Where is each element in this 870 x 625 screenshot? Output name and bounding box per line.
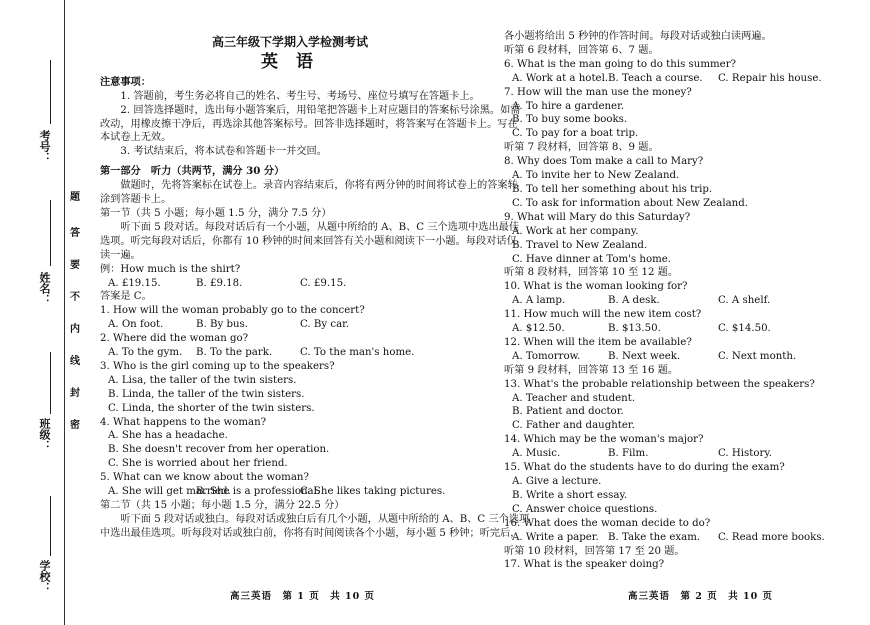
seal-char: 封 [70,388,80,399]
question-text: 4. What happens to the woman? [100,416,267,428]
material-lead: 听第 8 段材料，回答第 10 至 12 题。 [504,267,679,279]
option: A. Lisa, the taller of the twin sisters. [108,374,297,386]
notice-line: 1. 答题前，考生务必将自己的姓名、考生号、考场号、座位号填写在答题卡上。 [120,90,480,102]
question-text: 5. What can we know about the woman? [100,472,309,484]
binding-line [64,0,65,625]
material-lead: 听第 10 段材料，回答第 17 至 20 题。 [504,545,685,557]
option: A. To invite her to New Zealand. [512,170,680,182]
option: A. Work at a hotel. [512,72,609,84]
option: C. She likes taking pictures. [300,486,446,498]
question-list [504,58,864,573]
section-heading: 第一节（共 5 小题；每小题 1.5 分，满分 7.5 分） [100,207,332,219]
notice-line: 本试卷上无效。 [100,132,172,144]
option: B. To tell her something about his trip. [512,183,713,195]
notice-line: 改动，用橡皮擦干净后，再选涂其他答案标号。回答非选择题时，将答案写在答题卡上。写在 [100,118,518,130]
option: B. Next week. [608,350,681,362]
page-footer: 高三英语 第 1 页 共 10 页 [230,591,376,602]
intro-line: 各小题将给出 5 秒钟的作答时间。每段对话或独白读两遍。 [504,31,772,42]
question-text: 16. What does the woman decide to do? [504,517,711,529]
option-row [504,72,864,86]
option: B. By bus. [196,319,248,331]
section-intro-line: 听下面 5 段对话或独白。每段对话或独白后有几个小题，从题中所给的 A、B、C 三个选项 [120,513,530,525]
option-row [504,350,864,364]
part-intro-line: 涂到答题卡上。 [100,194,172,206]
question-list [100,304,480,499]
option: C. Have dinner at Tom's home. [512,253,672,265]
option-row [504,447,864,461]
question-text: 3. Who is the girl coming up to the speakers? [100,360,335,372]
option: C. Read more books. [718,531,825,543]
page-1-column [100,0,530,541]
question-text: 14. Which may be the woman's major? [504,434,704,446]
page-2-column [504,30,864,572]
option: C. $14.50. [718,323,771,335]
option: B. Write a short essay. [512,489,628,501]
notice-line: 3. 考试结束后，将本试卷和答题卡一并交回。 [120,146,327,158]
subject-title: 英 语 [261,51,319,72]
name-label: 姓名： [38,272,51,305]
section-intro-line: 听下面 5 段对话。每段对话后有一个小题，从题中所给的 A、B、C 三个选项中选出最佳 [120,221,520,233]
notice-line: 2. 回答选择题时，选出每小题答案后，用铅笔把答题卡上对应题目的答案标号涂黑。如需 [120,104,521,116]
option: C. Linda, the shorter of the twin sisters. [108,402,315,414]
seal-char: 线 [70,356,80,367]
question-text: 7. How will the man use the money? [504,86,692,98]
exam-title: 高三年级下学期入学检测考试 [211,35,368,49]
option: C. History. [718,448,773,460]
part-intro-line: 做题时，先将答案标在试卷上。录音内容结束后，你将有两分钟的时间将试卷上的答案转 [120,180,518,192]
option: B. She is a professional. [196,486,321,498]
option: A. A lamp. [512,295,566,307]
option: A. Work at her company. [512,225,639,237]
exam-number-blank [50,60,51,124]
option: A. Music. [512,448,561,460]
option: B. To the park. [196,347,273,359]
option: B. £9.18. [196,277,243,289]
question-text: 13. What's the probable relationship between the speakers? [504,378,815,390]
option: A. She will get married. [108,486,231,498]
option: B. $13.50. [608,323,661,335]
example-options [100,277,480,291]
option: C. To pay for a boat trip. [512,128,639,140]
seal-char: 内 [70,324,80,335]
question-text: 17. What is the speaker doing? [504,559,665,571]
section-intro-line: 读一遍。 [100,249,141,261]
option-row [100,485,480,499]
option: A. Teacher and student. [512,392,636,404]
seal-char: 密 [70,420,80,431]
option: B. She doesn't recover from her operation. [108,444,330,456]
option: A. On foot. [108,319,164,331]
option: A. Give a lecture. [512,476,602,487]
question-text: 8. Why does Tom make a call to Mary? [504,156,704,168]
question-text: 1. How will the woman probably go to the concert? [100,305,365,317]
option: B. To buy some books. [512,114,628,126]
binding-margin [0,0,88,625]
name-blank [50,200,51,266]
question-text: 15. What do the students have to do during the exam? [504,462,785,474]
option: A. £19.15. [108,277,161,289]
option: B. Film. [608,448,649,460]
school-blank [50,496,51,556]
option: A. To hire a gardener. [512,100,625,112]
option: C. By car. [300,319,350,331]
option: A. Write a paper. [512,531,599,543]
option: A. To the gym. [108,347,183,359]
question-text: 6. What is the man going to do this summer? [504,58,737,70]
option: C. Father and daughter. [512,420,635,432]
question-text: 9. What will Mary do this Saturday? [504,211,691,223]
class-blank [50,352,51,414]
question-text: 12. When will the item be available? [504,336,692,348]
class-label: 班级： [38,418,51,451]
option: A. Tomorrow. [512,350,581,362]
option: C. To ask for information about New Zealand. [512,197,748,209]
option: B. Travel to New Zealand. [512,239,648,251]
question-text: 10. What is the woman looking for? [504,281,688,293]
section-intro-line: 选项。听完每段对话后，你都有 10 秒钟的时间来回答有关小题和阅读下一小题。每段对话仅 [100,235,517,247]
option-row [100,346,480,360]
example-answer: 答案是 C。 [100,291,152,303]
material-lead: 听第 7 段材料，回答第 8、9 题。 [504,142,659,154]
seal-char: 要 [70,260,80,271]
section-heading: 第二节（共 15 小题；每小题 1.5 分，满分 22.5 分） [100,500,345,511]
option-row [100,318,480,332]
option: C. A shelf. [718,295,771,307]
option: B. Patient and doctor. [512,406,624,418]
option: C. She is worried about her friend. [108,458,288,470]
option: B. Take the exam. [608,531,701,543]
option: B. Teach a course. [608,72,703,84]
option: A. She has a headache. [108,430,228,442]
question-text: 2. Where did the woman go? [100,333,249,345]
material-lead: 听第 9 段材料，回答第 13 至 16 题。 [504,364,679,376]
material-lead: 听第 6 段材料，回答第 6、7 题。 [504,44,659,56]
seal-char: 不 [70,292,80,303]
page-footer: 高三英语 第 2 页 共 10 页 [628,591,774,602]
option: B. A desk. [608,295,660,307]
option-row [504,322,864,336]
section-intro-line: 中选出最佳选项。听每段对话或独白前，你将有时间阅读各个小题，每小题 5 秒钟；听完后， [100,527,521,539]
notice-heading: 注意事项： [100,75,151,88]
exam-number-label: 考号： [38,130,51,163]
option-row [504,294,864,308]
question-text: 11. How much will the new item cost? [504,309,702,321]
option-row [504,531,864,545]
option: C. Answer choice questions. [512,503,658,515]
option: C. £9.15. [300,277,347,289]
part-heading: 第一部分 听力（共两节，满分 30 分） [100,165,285,178]
seal-char: 题 [70,192,80,203]
option: A. $12.50. [512,323,565,335]
option: C. Repair his house. [718,72,822,84]
example-question: 例：How much is the shirt? [100,263,241,275]
option: B. Linda, the taller of the twin sisters. [108,388,305,400]
option: C. Next month. [718,350,797,362]
school-label: 学校： [38,560,51,593]
seal-char: 答 [70,228,80,239]
option: C. To the man's home. [300,347,415,359]
